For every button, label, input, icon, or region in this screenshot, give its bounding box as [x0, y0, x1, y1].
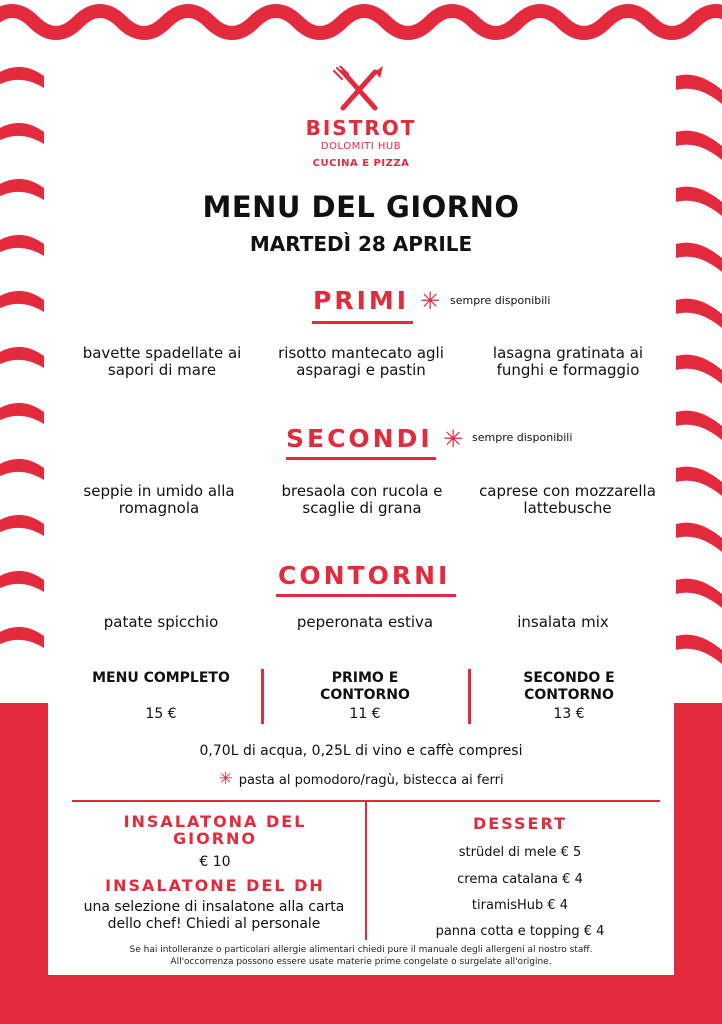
dish-item: risotto mantecato agli asparagi e pastin — [278, 344, 444, 379]
section-heading-contorni: CONTORNI — [278, 561, 451, 590]
fork-and-knife-icon — [331, 66, 387, 114]
included-note: 0,70L di acqua, 0,25L di vino e caffè compresi — [199, 743, 523, 759]
section-note-secondi: sempre disponibili — [472, 431, 573, 444]
brand-line-2: CUCINA E PIZZA — [312, 158, 410, 169]
dish-item: insalata mix — [517, 613, 609, 631]
dish-item: seppie in umido alla romagnola — [83, 482, 235, 517]
dish-item: peperonata estiva — [296, 613, 434, 631]
dessert-item: panna cotta e topping € 4 — [435, 924, 605, 939]
dessert-item: strüdel di mele € 5 — [458, 845, 582, 860]
price-value: 13 € — [553, 706, 585, 722]
dish-item: lasagna gratinata ai funghi e formaggio — [492, 344, 644, 379]
section-note-primi: sempre disponibili — [450, 294, 551, 307]
left-wave-stripes — [0, 67, 44, 648]
dessert-item: tiramisHub € 4 — [471, 898, 569, 913]
dish-item: bresaola con rucola e scaglie di grana — [281, 482, 443, 517]
price-divider — [261, 669, 264, 724]
footer-line-1: Se hai intolleranze o particolari allergie alimentari chiedi pure il manuale degli allergeni al nostro staff. — [129, 945, 593, 955]
price-label-primo-contorno: PRIMO E CONTORNO — [320, 670, 410, 703]
page-date: MARTEDÌ 28 APRILE — [249, 232, 473, 256]
top-wave — [0, 11, 722, 33]
section-underline-secondi — [286, 457, 436, 460]
dish-item: bavette spadellate ai sapori di mare — [82, 344, 242, 379]
allergen-footer — [60, 944, 662, 968]
section-heading-secondi: SECONDI — [286, 424, 433, 453]
insalatone-description: una selezione di insalatone alla carta dello chef! Chiedi al personale — [83, 899, 345, 932]
bottom-divider-vertical — [365, 800, 367, 940]
page-title: MENU DEL GIORNO — [202, 190, 520, 224]
dessert-item: crema catalana € 4 — [457, 872, 583, 887]
insalatona-heading: INSALATONA DEL GIORNO — [123, 812, 307, 848]
price-label-secondo-contorno: SECONDO E CONTORNO — [523, 670, 615, 703]
asterisk-icon: ✳ — [420, 287, 441, 315]
price-value: 15 € — [145, 706, 177, 722]
dish-item: patate spicchio — [103, 613, 219, 631]
brand-name: BISTROT — [305, 116, 417, 140]
price-value: 11 € — [349, 706, 381, 722]
dish-item: caprese con mozzarella lattebusche — [479, 482, 656, 517]
footer-line-2: All'occorrenza possono essere usate materie prime congelate o surgelate all'origine. — [170, 957, 552, 967]
section-underline-contorni — [276, 594, 456, 597]
section-heading-primi: PRIMI — [313, 286, 410, 315]
always-available-text: pasta al pomodoro/ragù, bistecca ai ferri — [238, 773, 504, 788]
section-underline-primi — [312, 321, 413, 324]
price-divider — [468, 669, 471, 724]
dessert-heading: DESSERT — [473, 814, 567, 833]
insalatona-price: € 10 — [199, 854, 231, 870]
asterisk-icon: ✳ — [218, 769, 233, 789]
always-available-note — [0, 769, 722, 789]
price-label-menu-completo: MENU COMPLETO — [92, 670, 230, 686]
insalatone-heading: INSALATONE DEL DH — [105, 876, 325, 895]
brand-line-1: DOLOMITI HUB — [320, 141, 402, 152]
asterisk-icon: ✳ — [443, 425, 464, 453]
